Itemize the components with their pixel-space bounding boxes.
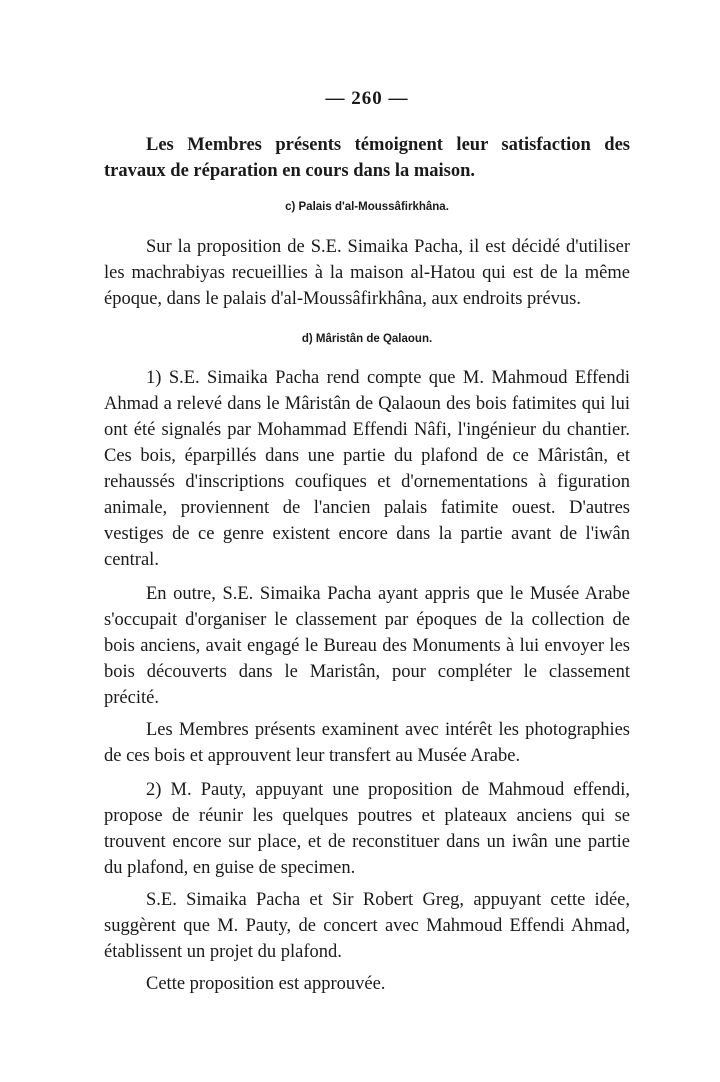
paragraph-pauty-proposal: 2) M. Pauty, appuyant une proposition de Mahmoud effendi, propose de réunir les quelques poutres et plateaux anciens qui se trouvent encore sur place, et de reconstituer dans un iwân une partie du plafond, en guise de specimen. [104, 780, 630, 878]
paragraph-members-satisfaction: Les Membres présents témoignent leur satisfaction des travaux de réparation en cours dans la maison. [104, 135, 630, 181]
paragraph-approved: Cette proposition est approuvée. [146, 974, 386, 994]
document-page [104, 88, 630, 997]
paragraph-photographs: Les Membres présents examinent avec intérêt les photographies de ces bois et approuvent leur transfert au Musée Arabe. [104, 720, 630, 766]
paragraph-musee-arabe: En outre, S.E. Simaika Pacha ayant appris que le Musée Arabe s'occupait d'organiser le classement par époques de la collection de bois anciens, avait engagé le Bureau des Monuments à lui envoyer les bois découverts dans le Maristân, pour compléter le classement précité. [104, 584, 630, 708]
section-heading-c: c) Palais d'al-Moussâfirkhâna. [285, 201, 449, 213]
paragraph-machrabiyas: Sur la proposition de S.E. Simaika Pacha, il est décidé d'utiliser les machrabiyas recueillies à la maison al-Hatou qui est de la même époque, dans le palais d'al-Moussâfirkhâna, aux endroits prévus. [104, 237, 630, 309]
page-number: — 260 — [325, 88, 409, 109]
paragraph-ceiling-project: S.E. Simaika Pacha et Sir Robert Greg, appuyant cette idée, suggèrent que M. Pauty, de concert avec Mahmoud Effendi Ahmad, établissent un projet du plafond. [104, 890, 630, 962]
section-heading-d: d) Mâristân de Qalaoun. [301, 333, 433, 345]
paragraph-fatimid-woods: 1) S.E. Simaika Pacha rend compte que M. Mahmoud Effendi Ahmad a relevé dans le Mâristân de Qalaoun des bois fatimites qui lui ont été signalés par Mohammad Effendi Nâfi, l'ingénieur du chantier. Ces bois, éparpillés dans une partie du plafond de ce Mâristân, et rehaussés d'inscriptions coufiques et d'ornementations à figuration animale, proviennent de l'ancien palais fatimite ouest. D'autres vestiges de ce genre existent encore dans la partie avant de l'iwân central. [104, 368, 630, 570]
